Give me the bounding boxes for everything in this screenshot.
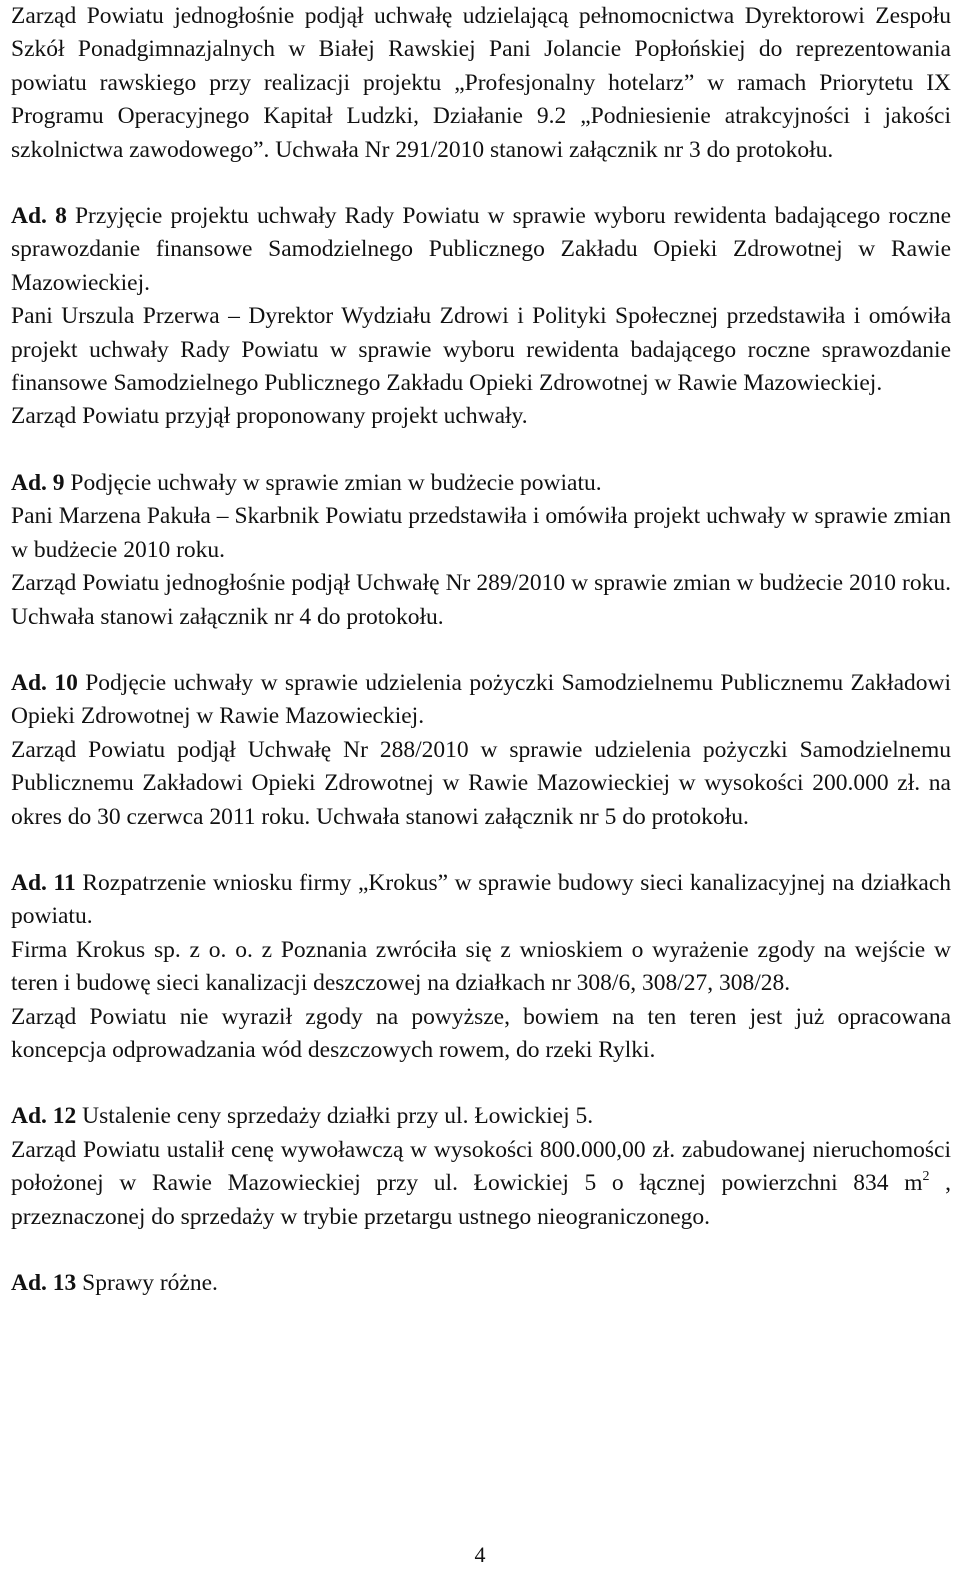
ad-12-paragraph-1 [11, 1134, 951, 1234]
ad-label: Ad. [11, 203, 47, 230]
ad-12-heading [11, 1100, 951, 1133]
ad-8-paragraph-1: Pani Urszula Przerwa – Dyrektor Wydziału Zdrowi i Polityki Społecznej przedstawiła i omówiła projekt uchwały Rady Powiatu w sprawie wyboru rewidenta badającego roczne sprawozdanie finansowe Samodzielnego Publicznego Zakładu Opieki Zdrowotnej w Rawie Mazowieckiej. [11, 303, 951, 397]
ad-label: Ad. [11, 1103, 47, 1130]
ad-12-text-b: , przeznaczonej do sprzedaży w trybie przetargu ustnego nieograniczonego. [11, 1170, 952, 1230]
ad-11-heading [11, 867, 951, 934]
ad-10-title: Podjęcie uchwały w sprawie udzielenia pożyczki Samodzielnemu Publicznemu Zakładowi Opieki Zdrowotnej w Rawie Mazowieckiej. [11, 669, 952, 730]
ad-12-text-a: Zarząd Powiatu ustalił cenę wywoławczą w wysokości 800.000,00 zł. zabudowanej nieruchomości położonej w Rawie Mazowieckiej przy ul. Łowickiej 5 o łącznej powierzchni 834 m [11, 1136, 951, 1197]
ad-8-title: Przyjęcie projektu uchwały Rady Powiatu w sprawie wyboru rewidenta badającego roczne sprawozdanie finansowe Samodzielnego Publicznego Zakładu Opieki Zdrowotnej w Rawie Mazowieckiej. [11, 203, 952, 296]
ad-12-title: Ustalenie ceny sprzedaży działki przy ul. Łowickiej 5. [76, 1103, 594, 1130]
ad-label: Ad. [11, 1270, 47, 1296]
ad-number: 12 [52, 1103, 77, 1130]
superscript: 2 [922, 1169, 930, 1185]
section-ad-11 [11, 867, 951, 1067]
document-page [11, 0, 951, 1300]
section-ad-8 [11, 200, 951, 434]
ad-number: 9 [52, 469, 65, 496]
section-ad-10 [11, 667, 951, 834]
ad-9-paragraph-2: Zarząd Powiatu jednogłośnie podjął Uchwałę Nr 289/2010 w sprawie zmian w budżecie 2010 roku. Uchwała stanowi załącznik nr 4 do protokołu. [11, 570, 951, 630]
intro-paragraph: Zarząd Powiatu jednogłośnie podjął uchwałę udzielającą pełnomocnictwa Dyrektorowi Zespołu Szkół Ponadgimnazjalnych w Białej Rawskiej Pani Jolancie Popłońskiej do reprezentowania powiatu rawskiego przy realizacji projektu „Profesjonalny hotelarz” w ramach Priorytetu IX Programu Operacyjnego Kapitał Ludzki, Działanie 9.2 „Podniesienie atrakcyjności i jakości szkolnictwa zawodowego”. Uchwała Nr 291/2010 stanowi załącznik nr 3 do protokołu. [11, 3, 951, 163]
ad-label: Ad. [11, 469, 47, 496]
ad-8-heading [11, 200, 951, 300]
ad-13-heading [11, 1267, 951, 1300]
ad-9-title: Podjęcie uchwały w sprawie zmian w budżecie powiatu. [64, 469, 602, 496]
ad-number: 10 [54, 669, 78, 696]
ad-number: 11 [53, 869, 76, 896]
ad-9-paragraph-1: Pani Marzena Pakuła – Skarbnik Powiatu przedstawiła i omówiła projekt uchwały w sprawie zmian w budżecie 2010 roku. [11, 503, 951, 563]
section-ad-13 [11, 1267, 951, 1300]
ad-9-heading [11, 467, 951, 500]
ad-10-paragraph-1: Zarząd Powiatu podjął Uchwałę Nr 288/2010 w sprawie udzielenia pożyczki Samodzielnemu Publicznemu Zakładowi Opieki Zdrowotnej w Rawie Mazowieckiej w wysokości 200.000 zł. na okres do 30 czerwca 2011 roku. Uchwała stanowi załącznik nr 5 do protokołu. [11, 736, 951, 830]
ad-number: 13 [52, 1270, 77, 1296]
ad-8-paragraph-2: Zarząd Powiatu przyjął proponowany projekt uchwały. [11, 403, 528, 430]
ad-11-paragraph-2: Zarząd Powiatu nie wyraził zgody na powyższe, bowiem na ten teren jest już opracowana koncepcja odprowadzania wód deszczowych rowem, do rzeki Rylki. [11, 1003, 951, 1063]
section-ad-9 [11, 467, 951, 634]
ad-label: Ad. [11, 669, 47, 696]
ad-10-heading [11, 667, 951, 734]
ad-11-paragraph-1: Firma Krokus sp. z o. o. z Poznania zwróciła się z wnioskiem o wyrażenie zgody na wejście w teren i budowę sieci kanalizacji deszczowej na działkach nr 308/6, 308/27, 308/28. [11, 936, 951, 997]
ad-label: Ad. [11, 869, 47, 896]
page-number: 4 [474, 1542, 486, 1567]
ad-13-title: Sprawy różne. [76, 1270, 218, 1296]
ad-11-title: Rozpatrzenie wniosku firmy „Krokus” w sprawie budowy sieci kanalizacyjnej na działkach powiatu. [11, 869, 951, 930]
section-ad-12 [11, 1100, 951, 1234]
ad-number: 8 [55, 203, 67, 230]
